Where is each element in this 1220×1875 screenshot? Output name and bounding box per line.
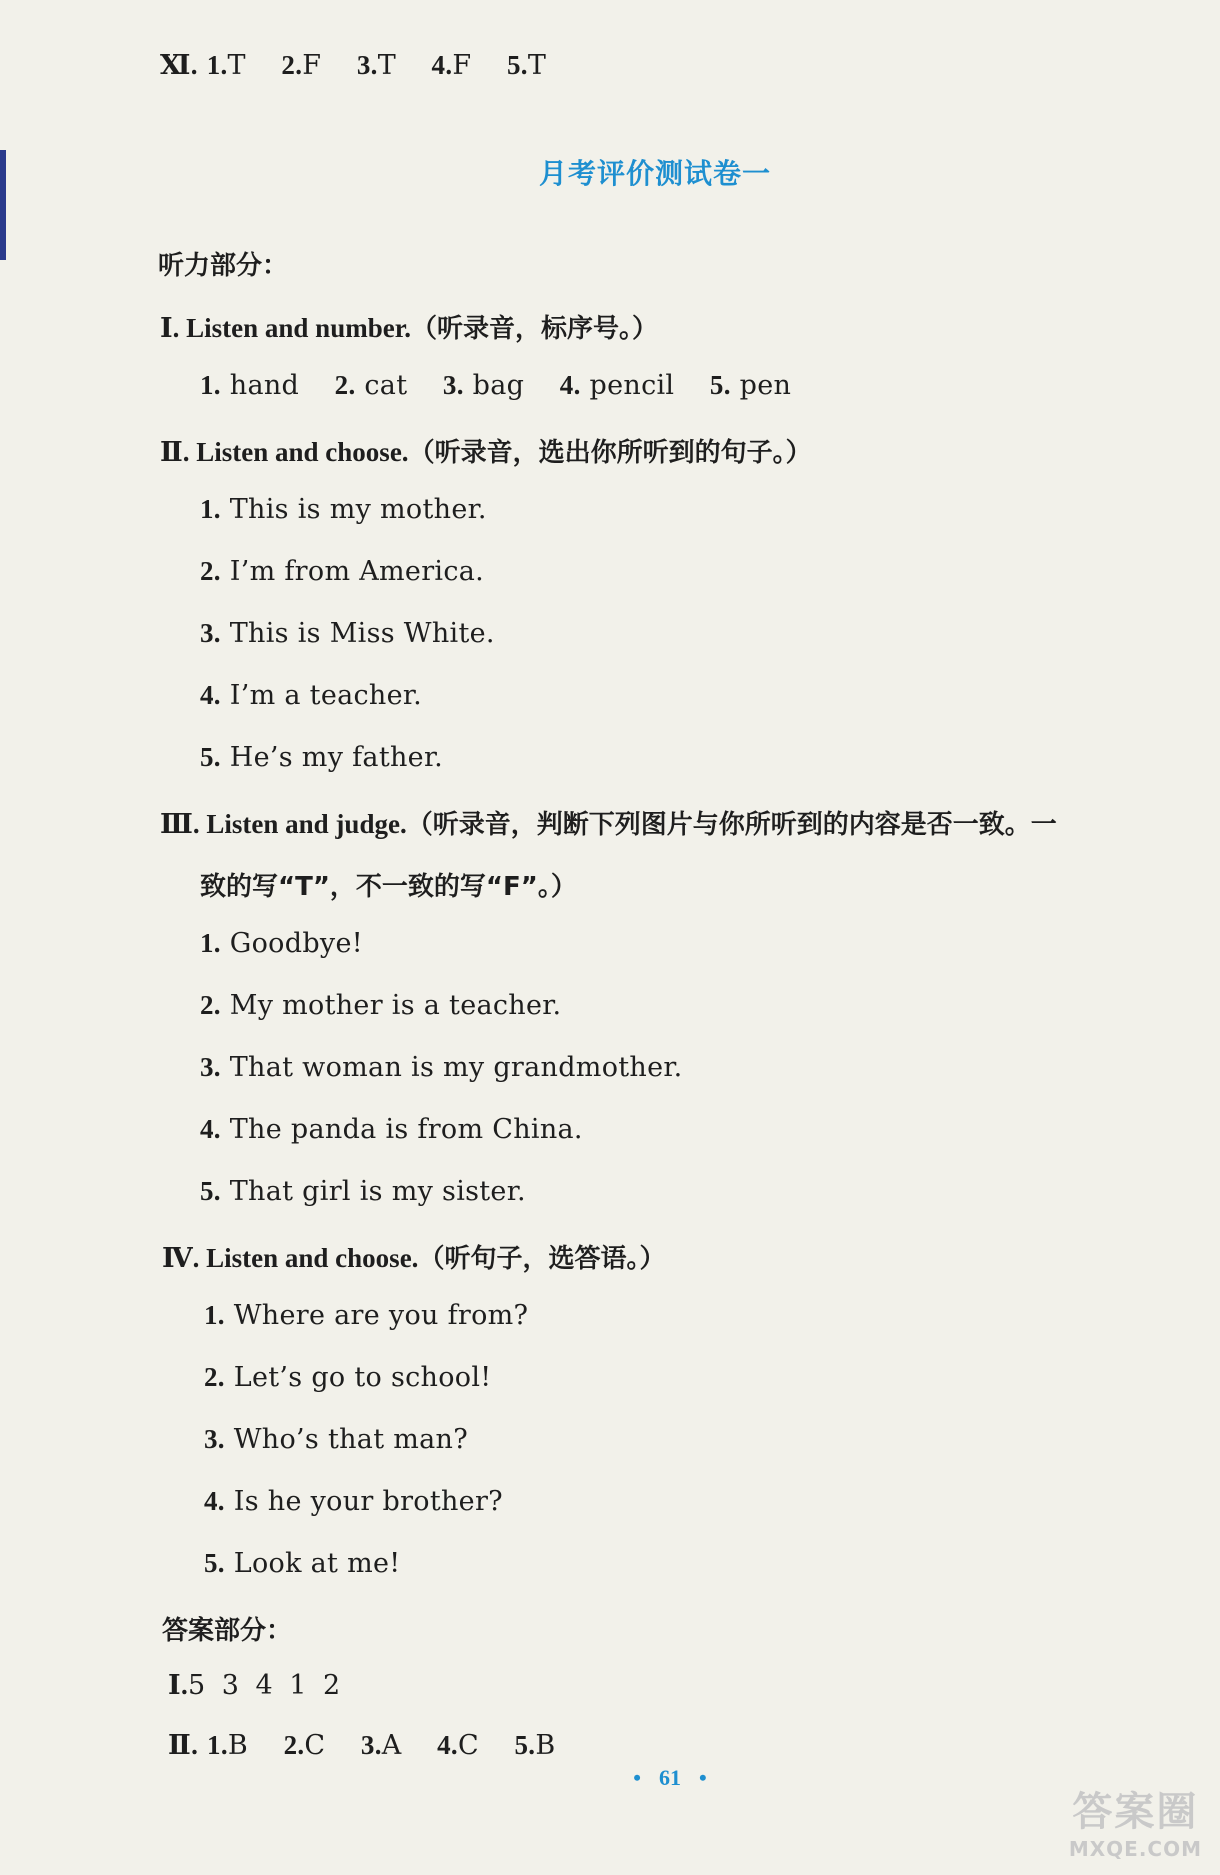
list-item: 1. This is my mother. bbox=[200, 494, 487, 525]
answer-item: 3.A bbox=[360, 1730, 402, 1761]
answer-heading: 答案部分： bbox=[162, 1616, 293, 1646]
list-item: 1. Goodbye! bbox=[200, 928, 363, 959]
list-item: 5. He’s my father. bbox=[200, 742, 444, 773]
page-number: • 61 • bbox=[633, 1765, 707, 1790]
list-item: 4. Is he your brother? bbox=[204, 1486, 503, 1517]
answer-item: 4.F bbox=[431, 50, 472, 81]
section-roman: Ⅺ bbox=[160, 50, 191, 80]
top-answer-row: Ⅺ. 1.T 2.F 3.T 4.F 5.T bbox=[160, 50, 547, 81]
list-item: 3. That woman is my grandmother. bbox=[200, 1052, 683, 1083]
watermark-logo bbox=[1069, 1780, 1202, 1861]
answer-row-1: Ⅰ.5 3 4 1 2 bbox=[168, 1670, 345, 1701]
section-3-instruction-cont: 致的写“T”，不一致的写“F”。） bbox=[200, 872, 577, 902]
list-item: 1. hand bbox=[200, 370, 300, 401]
watermark-text: 答案圈 bbox=[1072, 1789, 1199, 1835]
answer-item: 5.T bbox=[506, 50, 547, 81]
watermark-url: MXQE.COM bbox=[1068, 1837, 1202, 1861]
list-item: 1. Where are you from? bbox=[204, 1300, 529, 1331]
page-title: 月考评价测试卷一 bbox=[538, 157, 771, 190]
list-item: 5. pen bbox=[709, 370, 792, 401]
answer-item: 3.T bbox=[356, 50, 396, 81]
section-2-heading: Ⅱ. Listen and choose.（听录音，选出你所听到的句子。） bbox=[160, 437, 812, 468]
answer-item: 1.B bbox=[207, 1730, 249, 1761]
section-3-heading: Ⅲ. Listen and judge.（听录音，判断下列图片与你所听到的内容是否一致。一 bbox=[160, 809, 1057, 840]
listening-heading: 听力部分： bbox=[158, 251, 289, 281]
list-item: 3. bag bbox=[442, 370, 525, 401]
list-item: 5. Look at me! bbox=[204, 1548, 401, 1579]
list-item: 2. My mother is a teacher. bbox=[200, 990, 562, 1021]
section-1-heading: Ⅰ. Listen and number.（听录音，标序号。） bbox=[160, 313, 658, 344]
answer-item: 1.T bbox=[206, 50, 246, 81]
answer-item: 2.C bbox=[283, 1730, 326, 1761]
list-item: 2. I’m from America. bbox=[200, 556, 485, 587]
list-item: 2. Let’s go to school! bbox=[204, 1362, 492, 1393]
list-item: 4. I’m a teacher. bbox=[200, 680, 423, 711]
list-item: 3. Who’s that man? bbox=[204, 1424, 469, 1455]
list-item: 3. This is Miss White. bbox=[200, 618, 495, 649]
answer-item: 2.F bbox=[281, 50, 322, 81]
answer-row-2: Ⅱ. 1.B 2.C 3.A 4.C 5.B bbox=[168, 1730, 556, 1761]
list-item: 5. That girl is my sister. bbox=[200, 1176, 526, 1207]
list-item: 2. cat bbox=[334, 370, 408, 401]
section-1-items bbox=[200, 370, 791, 401]
section-4-heading: Ⅳ. Listen and choose.（听句子，选答语。） bbox=[162, 1243, 666, 1274]
list-item: 4. The panda is from China. bbox=[200, 1114, 583, 1145]
list-item: 4. pencil bbox=[559, 370, 675, 401]
answer-item: 4.C bbox=[437, 1730, 479, 1761]
answer-item: 5.B bbox=[514, 1730, 556, 1761]
